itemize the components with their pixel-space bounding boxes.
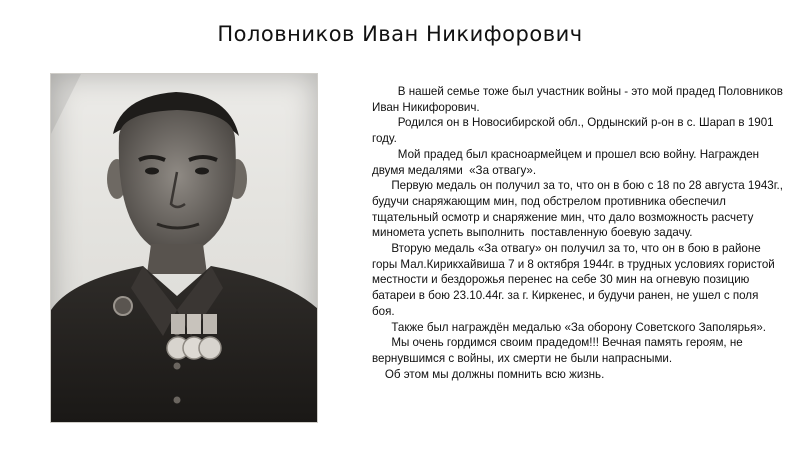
story-paragraph: Мы очень гордимся своим прадедом!!! Вечная память героям, не вернувшимся с войны, их смерти не были напрасными. xyxy=(372,336,746,365)
story-text xyxy=(372,84,787,382)
portrait-photo xyxy=(50,73,318,423)
portrait-illustration xyxy=(51,74,318,423)
page-title: Половников Иван Никифорович xyxy=(217,22,583,46)
story-paragraph: Вторую медаль «За отвагу» он получил за то, что он в бою в районе горы Мал.Кирикхайвиша 7 и 8 октября 1944г. в трудных условиях гористой местности и бездорожья перенес на себе 30 мин на огневую позицию батареи в бою 23.10.44г. за г. Киркенес, и будучи ранен, не ушел с поля боя. xyxy=(372,242,779,318)
story-paragraph: Мой прадед был красноармейцем и прошел всю войну. Награжден двумя медалями «За отвагу». xyxy=(372,147,763,177)
story-paragraph: Первую медаль он получил за то, что он в бою с 18 по 28 августа 1943г., будучи снаряжающим мин, под обстрелом противника обеспечил тщательный осмотр и снаряжение мин, что дало возможность расчету миномета успеть выполнить поставленную боевую задачу. xyxy=(372,179,787,240)
story-paragraph: Также был награждён медалью «За оборону Советского Заполярья». xyxy=(372,320,767,334)
story-paragraph: Об этом мы должны помнить всю жизнь. xyxy=(372,367,605,381)
story-paragraph: Родился он в Новосибирской обл., Ордынский р-он в с. Шарап в 1901 году. xyxy=(372,116,777,146)
story-paragraph: В нашей семье тоже был участник войны - это мой прадед Половников Иван Никифорович. xyxy=(372,85,787,114)
